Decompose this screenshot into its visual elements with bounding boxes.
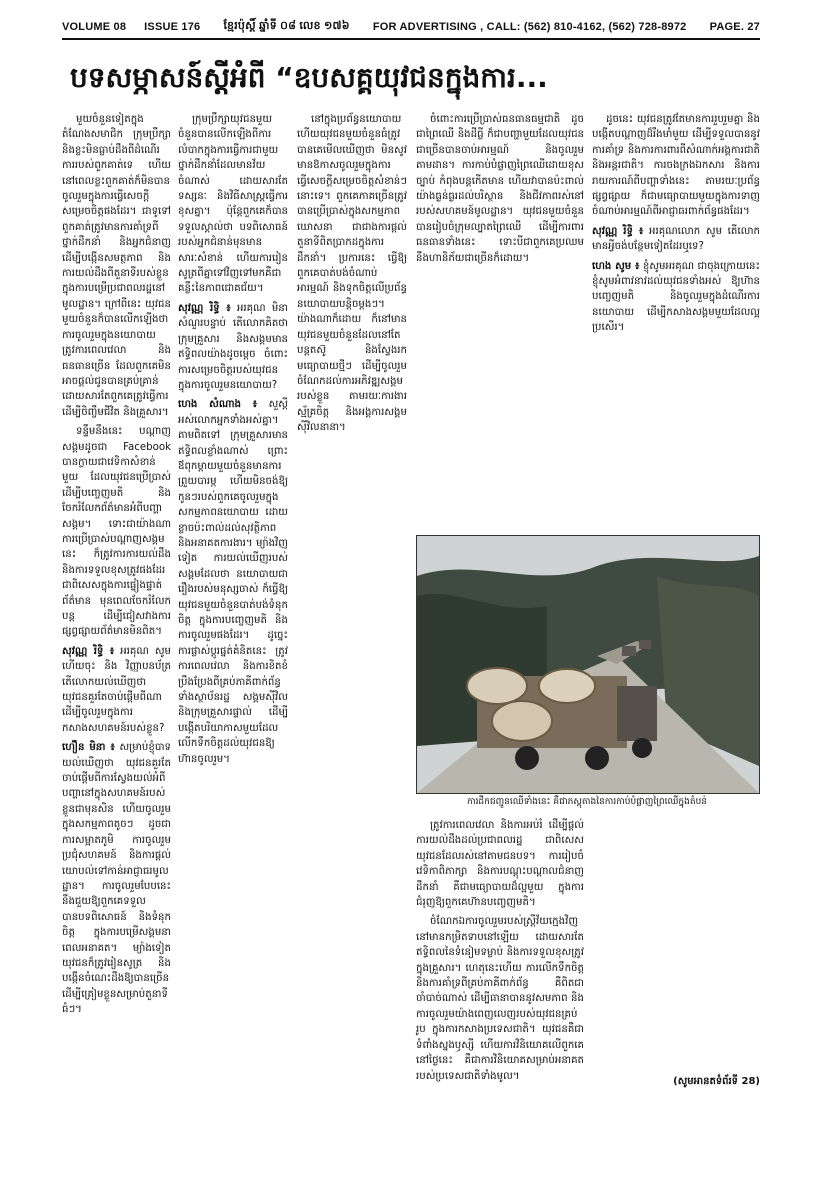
article-column-4 [416, 112, 584, 524]
issue-info [62, 21, 200, 33]
paragraph-text: ដូចនេះ យុវជនត្រូវតែមានការរួបរួមគ្នា និងបង្កើតបណ្តាញដ៏រឹងមាំមួយ ដើម្បីទទួលបាននូវការគាំទ្រ និងការការពារពីសំណាក់អង្គការជាតិ និងអន្តរជាតិ។ ការចងក្រងឯកសារ និងការរាយការណ៍ពីបញ្ហាទាំងនេះ តាមរយៈប្រព័ន្ធផ្សព្វផ្សាយ ក៏ជាមធ្យោបាយមួយក្នុងការទាញចំណាប់អារម្មណ៍ពីអាជ្ញាធរពាក់ព័ន្ធផងដែរ។ [592, 114, 760, 218]
paragraph-text: ទន្ទឹមនឹងនេះ បណ្តាញសង្គមដូចជា Facebook បានក្លាយជាវេទិកាសំខាន់មួយ ដែលយុវជនប្រើប្រាស់ដើម្បីបញ្ចេញមតិ និងចែករំលែកព័ត៌មានអំពីបញ្ហាសង្គម។ ទោះជាយ៉ាងណា ការប្រើប្រាស់បណ្តាញសង្គមនេះ ក៏ត្រូវការការយល់ដឹង និងការទទួលខុសត្រូវផងដែរ ជាពិសេសក្នុងការផ្ទៀងផ្ទាត់ព័ត៌មាន មុនពេលចែករំលែកបន្ត ដើម្បីជៀសវាងការផ្សព្វផ្សាយព័ត៌មានមិនពិត។ [62, 426, 171, 638]
issue-label: ISSUE 176 [144, 21, 201, 33]
article-paragraph [62, 740, 171, 1017]
paragraph-text: នៅក្នុងប្រព័ន្ធនយោបាយ ហើយយុវជនមួយចំនួនធំត្រូវបានគេមើលឃើញថា មិនសូវមានឱកាសចូលរួមក្នុងការធ្វើសេចក្តីសម្រេចចិត្តសំខាន់ៗនោះទេ។ ពួកគេភាគច្រើនត្រូវបានប្រើប្រាស់ក្នុងសកម្មភាពឃោសនា ជាជាងការផ្តល់តួនាទីពិតប្រាកដក្នុងការដឹកនាំ។ ប្រការនេះ ធ្វើឱ្យពួកគេបាត់បង់ចំណាប់អារម្មណ៍ និងទុកចិត្តលើប្រព័ន្ធនយោបាយបន្តិចម្តងៗ។ យ៉ាងណាក៏ដោយ ក៏នៅមានយុវជនមួយចំនួនដែលនៅតែបន្តតស៊ូ និងស្វែងរកមធ្យោបាយថ្មីៗ ដើម្បីចូលរួមចំណែកដល់ការអភិវឌ្ឍសង្គមរបស់ខ្លួន តាមរយៈការងារស្ម័គ្រចិត្ត និងអង្គការសង្គមស៊ីវិលនានា។ [297, 114, 407, 434]
page-number: PAGE. 27 [709, 21, 760, 33]
article-paragraph [62, 644, 171, 736]
speaker-name: សុវណ្ណ រិទ្ធិ ៖ [178, 302, 231, 314]
log-end-3 [539, 669, 595, 703]
article-paragraph [592, 259, 760, 336]
article-paragraph [178, 301, 288, 393]
article-paragraph [178, 112, 288, 297]
log-end-1 [467, 668, 527, 704]
truck-wheel-1 [515, 746, 539, 770]
paragraph-text: ត្រូវការពេលវេលា និងការអប់រំ ដើម្បីផ្តល់ការយល់ដឹងដល់ប្រជាពលរដ្ឋ ជាពិសេសយុវជនដែលរស់នៅតាមជនបទ។ ការរៀបចំវេទិកាពិភាក្សា និងការបណ្តុះបណ្តាលជំនាញដឹកនាំ គឺជាមធ្យោបាយដ៏ល្អមួយ ក្នុងការជំរុញឱ្យពួកគេហ៊ានបញ្ចេញមតិ។ [416, 820, 584, 909]
truck-wheel-2 [585, 746, 609, 770]
advertising-contact: FOR ADVERTISING , CALL: (562) 810-4162, (562) 728-8972 [372, 21, 687, 33]
truck-wheel-3 [632, 738, 652, 758]
article-paragraph [416, 914, 584, 1083]
article-column-6 [416, 818, 584, 1082]
speaker-name: ហឿន មិនា ៖ [62, 742, 115, 754]
photo-caption: ការដឹកជញ្ជូនឈើទាំងនេះ គឺជាភស្តុតាងនៃការកាប់បំផ្លាញព្រៃឈើក្នុងតំបន់ [467, 797, 707, 807]
paragraph-text: សួស្តីអស់លោកអ្នកទាំងអស់គ្នា។ តាមពិតទៅ ក្រុមគ្រួសារមានឥទ្ធិពលខ្លាំងណាស់ ព្រោះឪពុកម្តាយមួយចំនួនមានការព្រួយបារម្ភ ហើយមិនចង់ឱ្យកូនៗរបស់ពួកគេចូលរួមក្នុងសកម្មភាពនយោបាយ ដោយខ្លាចប៉ះពាល់ដល់សុវត្ថិភាព និងអនាគតការងារ។ ម្យ៉ាងវិញទៀត ការយល់ឃើញរបស់សង្គមដែលថា នយោបាយជារឿងរបស់មនុស្សចាស់ ក៏ធ្វើឱ្យយុវជនមួយចំនួនបាត់បង់ទំនុកចិត្ត ក្នុងការបញ្ចេញមតិ និងការចូលរួមផងដែរ។ ដូច្នេះ ការផ្លាស់ប្តូរផ្នត់គំនិតនេះ ត្រូវការពេលវេលា និងការខិតខំប្រឹងប្រែងពីគ្រប់ភាគីពាក់ព័ន្ធ ទាំងស្ថាប័នរដ្ឋ សង្គមស៊ីវិល និងក្រុមគ្រួសារផ្ទាល់ ដើម្បីបង្កើតបរិយាកាសមួយដែលលើកទឹកចិត្តដល់យុវជនឱ្យហ៊ានចូលរួម។ [178, 399, 288, 765]
article-paragraph [62, 424, 171, 640]
distant-truck-2 [639, 640, 651, 649]
paragraph-text: ចំណែកឯការចូលរួមរបស់ស្ត្រីវ័យក្មេងវិញ នៅមានកម្រិតទាបនៅឡើយ ដោយសារតែឥទ្ធិពលនៃទំនៀមទម្លាប់ និងការទទួលខុសត្រូវក្នុងគ្រួសារ។ ហេតុនេះហើយ ការលើកទឹកចិត្ត និងការគាំទ្រពីគ្រប់ភាគីពាក់ព័ន្ធ គឺពិតជាចាំបាច់ណាស់ ដើម្បីធានាបាននូវសមភាព និងការចូលរួមយ៉ាងពេញលេញរបស់យុវជនគ្រប់រូប ក្នុងការកសាងប្រទេសជាតិ។ យុវជនគឺជាទំពាំងស្នងឫស្សី ហើយការវិនិយោគលើពួកគេនៅថ្ងៃនេះ គឺជាការវិនិយោគសម្រាប់អនាគតរបស់ប្រទេសជាតិទាំងមូល។ [416, 916, 584, 1082]
header-rule [62, 38, 760, 40]
paragraph-text: ក្រុមប្រឹក្សាយុវជនមួយចំនួនបានលើកឡើងពីការលំបាកក្នុងការធ្វើការជាមួយថ្នាក់ដឹកនាំដែលមានវ័យចំណាស់ ដោយសារតែទស្សនៈ និងវិធីសាស្រ្តធ្វើការខុសគ្នា។ ប៉ុន្តែពួកគេក៏បានទទួលស្គាល់ថា បទពិសោធន៍របស់អ្នកជំនាន់មុនមានសារៈសំខាន់ ហើយការរៀនសូត្រពីគ្នាទៅវិញទៅមកគឺជាគន្លឹះនៃភាពជោគជ័យ។ [178, 114, 288, 295]
distant-truck-1 [622, 646, 636, 656]
article-column-5 [592, 112, 760, 524]
continued-note: (សូមអានតទំព័រទី 28) [673, 1076, 760, 1087]
speaker-name: ហេង សំណាង ៖ [178, 399, 258, 411]
volume-label: VOLUME 08 [62, 21, 127, 33]
article-paragraph [592, 224, 760, 255]
article-paragraph [297, 112, 407, 436]
paragraph-text: ខ្ញុំសូមអរគុណ ជាចុងក្រោយនេះ ខ្ញុំសូមអំពាវនាវដល់យុវជនទាំងអស់ ឱ្យហ៊ានបញ្ចេញមតិ និងចូលរួមក្នុងដំណើរការនយោបាយ ដើម្បីកសាងសង្គមមួយដែលល្អប្រសើរ។ [592, 260, 760, 334]
speaker-name: ហេង សូម ៖ [592, 260, 640, 272]
article-paragraph [416, 818, 584, 910]
article-paragraph [62, 112, 171, 420]
page-header [62, 18, 760, 36]
paragraph-text: អរគុណ មិនា សំណួរបន្ទាប់ តើលោកគិតថា ក្រុមគ្រួសារ និងសង្គមមានឥទ្ធិពលយ៉ាងដូចម្តេច ចំពោះការសម្រេចចិត្តរបស់យុវជនក្នុងការចូលរួមនយោបាយ? [178, 302, 288, 391]
speaker-name: សុវណ្ណ រិទ្ធិ ៖ [592, 225, 644, 237]
article-paragraph [416, 112, 584, 266]
article-column-7 [592, 818, 760, 1072]
article-column-3 [297, 112, 407, 1072]
paragraph-text: អរគុណ សូម ហើយចុះ និង វិញ្ញាបនប័ត្រ តើលោកយល់ឃើញថា យុវជនគួរតែចាប់ផ្តើមពីណា ដើម្បីចូលរួមក្នុងការកសាងសហគមន៍របស់ខ្លួន? [62, 645, 171, 734]
article-paragraph [178, 397, 288, 767]
article-paragraph [592, 112, 760, 220]
paragraph-text: មួយចំនួនទៀតក្នុងតំណែងសមាជិក ក្រុមប្រឹក្សា និងខ្លះមិនធ្លាប់ដឹងពីដំណើរការរបស់ពួកគាត់ទេ ហើយនៅពេលខ្លះពួកគាត់ក៏មិនបានចូលរួមក្នុងការធ្វើសេចក្តីសម្រេចចិត្តផងដែរ។ ជាទូទៅ ពួកគាត់ត្រូវមានការគាំទ្រពីថ្នាក់ដឹកនាំ និងអ្នកជំនាញ ដើម្បីបង្កើនសមត្ថភាព និងការយល់ដឹងពីតួនាទីរបស់ខ្លួន ក្នុងការបម្រើប្រជាពលរដ្ឋនៅមូលដ្ឋាន។ ក្រៅពីនេះ យុវជនមួយចំនួនក៏បានលើកឡើងថា ការចូលរួមក្នុងនយោបាយ ត្រូវការពេលវេលា និងធនធានច្រើន ដែលពួកគេមិនអាចផ្តល់ជូនបានគ្រប់គ្រាន់ ដោយសារតែពួកគេត្រូវធ្វើការដើម្បីចិញ្ចឹមជីវិត និងគ្រួសារ។ [62, 114, 171, 418]
paragraph-text: អរគុណលោក សូម តើលោកមានអ្វីចង់បន្ថែមទៀតដែរឬទេ? [592, 225, 761, 253]
masthead: ខ្មែរប៉ុស្តិ៍ ឆ្នាំទី ០៨ លេខ ១៧៦ [223, 20, 350, 32]
truck-cab [617, 686, 657, 741]
article-headline: បទសម្ភាសន៍ស្តីអំពី “ឧបសគ្គយុវជនក្នុងការ... [70, 61, 548, 94]
logging-truck-photo [416, 535, 760, 794]
photo-illustration [417, 536, 759, 793]
log-end-2 [492, 701, 552, 741]
speaker-name: សុវណ្ណ រិទ្ធិ ៖ [62, 645, 115, 657]
paragraph-text: សម្រាប់ខ្ញុំបាទយល់ឃើញថា យុវជនគួរតែចាប់ផ្តើមពីការស្វែងយល់អំពីបញ្ហានៅក្នុងសហគមន៍របស់ខ្លួនជាមុនសិន ហើយចូលរួមក្នុងសកម្មភាពតូចៗ ដូចជាការសម្អាតភូមិ ការចូលរួមប្រជុំសហគមន៍ និងការផ្តល់យោបល់ទៅកាន់អាជ្ញាធរមូលដ្ឋាន។ ការចូលរួមបែបនេះ នឹងជួយឱ្យពួកគេទទួលបានបទពិសោធន៍ និងទំនុកចិត្ត ក្នុងការបម្រើសង្គមនាពេលអនាគត។ ម្យ៉ាងទៀត យុវជនក៏ត្រូវរៀនសូត្រ និងបង្កើនចំណេះដឹងឱ្យបានច្រើន ដើម្បីត្រៀមខ្លួនសម្រាប់តួនាទីធំៗ។ [62, 742, 171, 1016]
article-column-2 [178, 112, 288, 1072]
article-column-1 [62, 112, 171, 1072]
paragraph-text: ចំពោះការប្រើប្រាស់ធនធានធម្មជាតិ ដូចជាព្រៃឈើ និងដីធ្លី ក៏ជាបញ្ហាមួយដែលយុវជនជាច្រើនបានចាប់អារម្មណ៍ និងចូលរួមតាមដាន។ ការកាប់បំផ្លាញព្រៃឈើដោយខុសច្បាប់ កំពុងបន្តកើតមាន ហើយវាបានប៉ះពាល់យ៉ាងធ្ងន់ធ្ងរដល់បរិស្ថាន និងជីវភាពរស់នៅរបស់សហគមន៍មូលដ្ឋាន។ យុវជនមួយចំនួនបានរៀបចំក្រុមល្បាតព្រៃឈើ ដើម្បីការពារធនធានទាំងនេះ ទោះបីជាពួកគេប្រឈមនឹងហានិភ័យជាច្រើនក៏ដោយ។ [416, 114, 584, 264]
